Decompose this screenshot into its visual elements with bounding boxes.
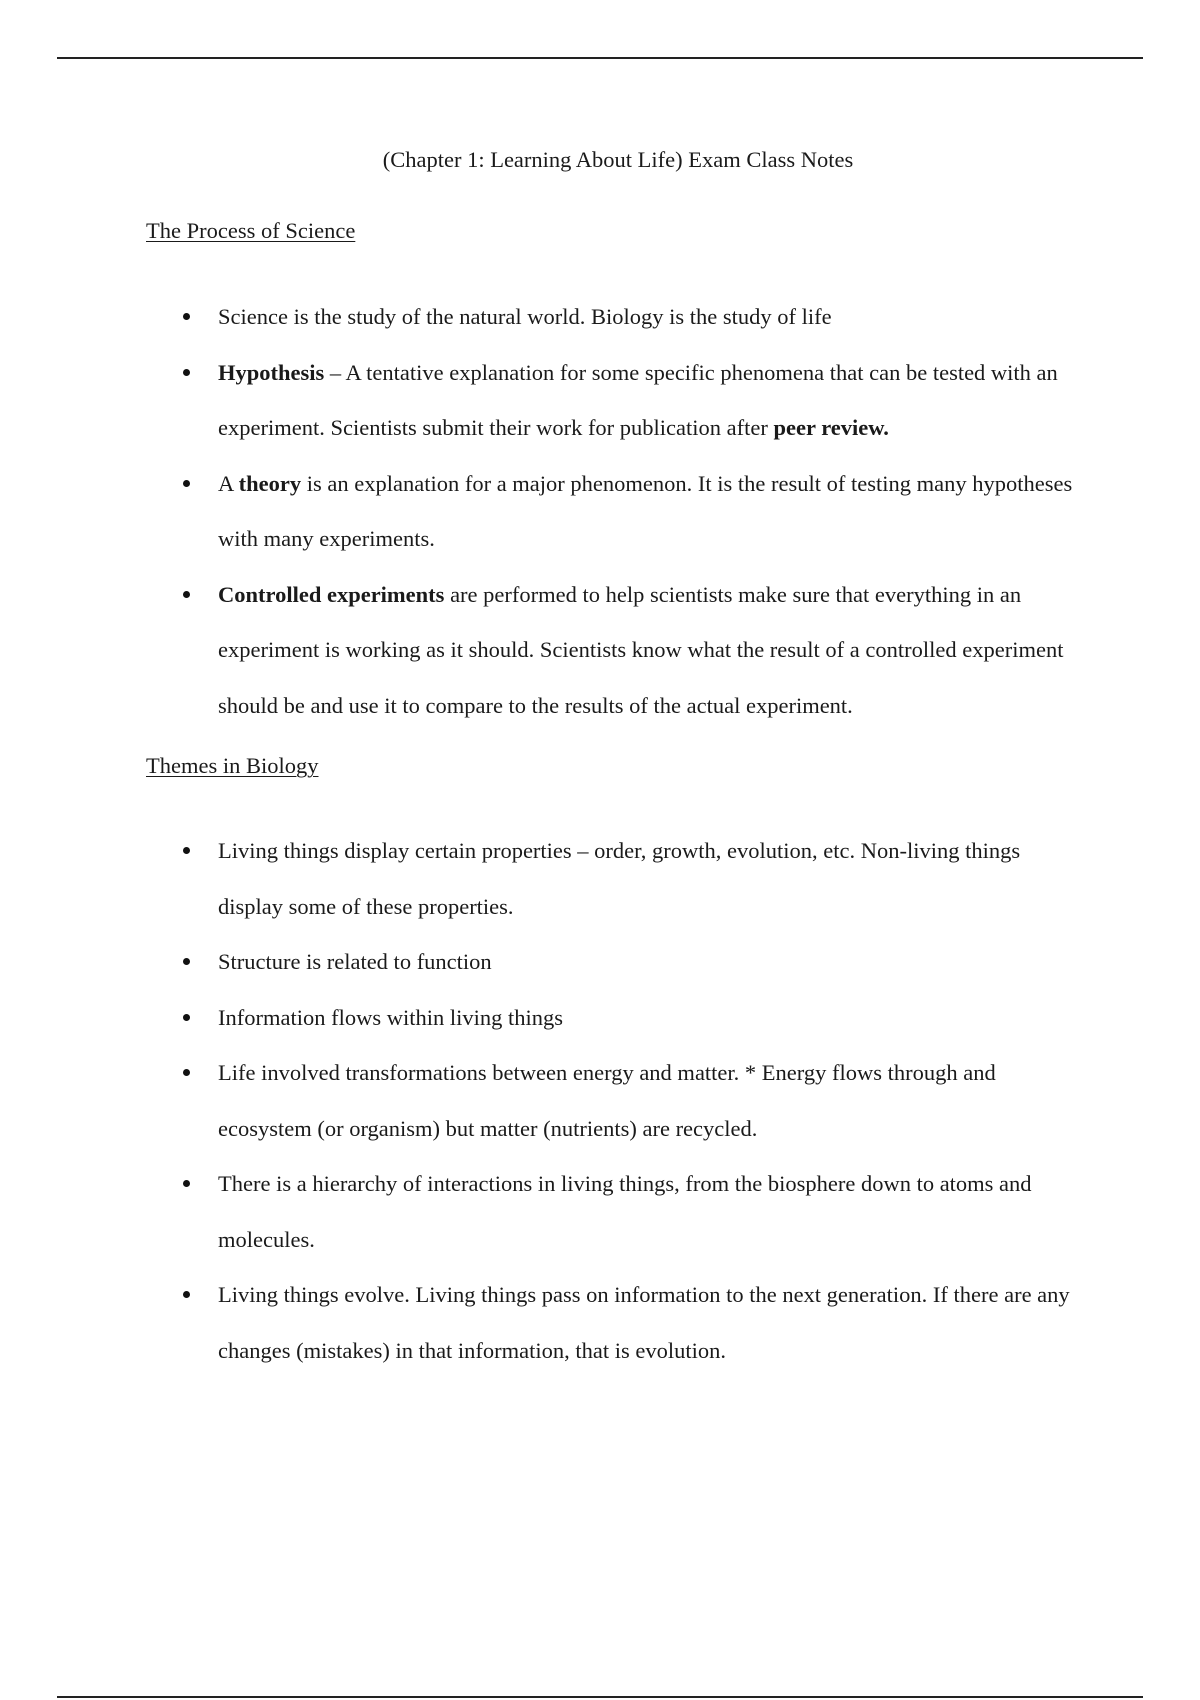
top-rule bbox=[57, 57, 1143, 59]
list-item-text: Life involved transformations between energy and matter. * Energy flows through and ecosystem (or organism) but matter (nutrients) are recycled. bbox=[218, 1060, 996, 1141]
bullet-icon bbox=[183, 1069, 190, 1076]
list-item-text: Science is the study of the natural world. Biology is the study of life bbox=[218, 304, 832, 329]
list-item-text: Living things evolve. Living things pass on information to the next generation. If there are any changes (mistakes) in that information, that is evolution. bbox=[218, 1282, 1070, 1363]
section-heading-themes-in-biology: Themes in Biology bbox=[146, 753, 319, 778]
bullet-icon bbox=[183, 313, 190, 320]
term-peer-review: peer review. bbox=[773, 415, 889, 440]
list-item bbox=[0, 990, 1088, 1046]
list-item bbox=[0, 1045, 1088, 1156]
list-item bbox=[0, 289, 1088, 345]
list-item bbox=[0, 823, 1088, 934]
list-item-text: are performed to help scientists make sure that everything in an experiment is working as it should. Scientists know what the result of a controlled experiment should be and use it to compare to the results of the actual experiment. bbox=[218, 581, 1064, 718]
bullet-icon bbox=[183, 369, 190, 376]
term-controlled-experiments: Controlled experiments bbox=[218, 581, 445, 607]
list-item-text: A bbox=[218, 470, 239, 496]
list-item bbox=[0, 345, 1088, 456]
bottom-rule bbox=[57, 1696, 1143, 1698]
bullet-icon bbox=[183, 1180, 190, 1187]
section-heading-process-of-science: The Process of Science bbox=[146, 218, 356, 243]
list-item-text: Living things display certain properties – order, growth, evolution, etc. Non-living things display some of these properties. bbox=[218, 838, 1021, 919]
process-of-science-list bbox=[0, 289, 1088, 733]
list-item bbox=[0, 934, 1088, 990]
list-item bbox=[0, 456, 1088, 567]
term-hypothesis: Hypothesis bbox=[218, 359, 325, 385]
bullet-icon bbox=[183, 1291, 190, 1298]
list-item-text: – A tentative explanation for some specific phenomena that can be tested with an experiment. Scientists submit their work for publication after bbox=[218, 359, 1058, 440]
list-item bbox=[0, 1267, 1088, 1378]
bullet-icon bbox=[183, 591, 190, 598]
bullet-icon bbox=[183, 1014, 190, 1021]
bullet-icon bbox=[183, 958, 190, 965]
list-item-text: Information flows within living things bbox=[218, 1004, 563, 1030]
term-theory: theory bbox=[238, 470, 302, 496]
list-item-text: Structure is related to function bbox=[218, 949, 492, 974]
list-item-text: is an explanation for a major phenomenon. It is the result of testing many hypotheses with many experiments. bbox=[218, 470, 1073, 551]
list-item bbox=[0, 567, 1088, 734]
document-title: (Chapter 1: Learning About Life) Exam Class Notes bbox=[382, 147, 854, 172]
bullet-icon bbox=[183, 847, 190, 854]
list-item-text: There is a hierarchy of interactions in living things, from the biosphere down to atoms and molecules. bbox=[218, 1171, 1032, 1252]
themes-in-biology-list bbox=[0, 823, 1088, 1378]
list-item bbox=[0, 1156, 1088, 1267]
bullet-icon bbox=[183, 480, 190, 487]
